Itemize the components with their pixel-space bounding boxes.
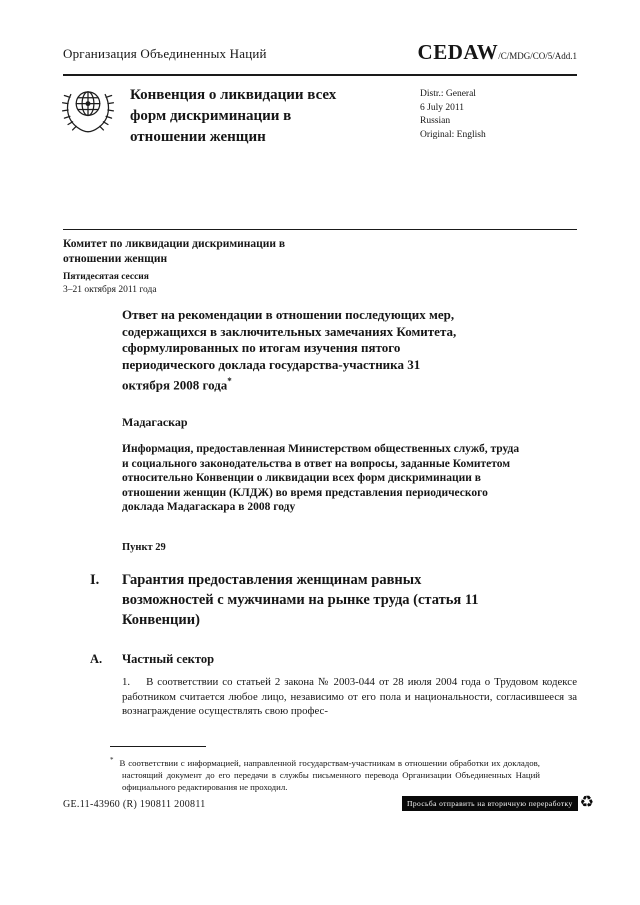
session-dates: 3–21 октября 2011 года xyxy=(63,285,157,295)
distr-line: Distr.: General xyxy=(420,89,476,99)
section-number: I. xyxy=(90,572,100,588)
footnote-mark: * xyxy=(110,756,114,764)
country-name: Мадагаскар xyxy=(122,415,188,429)
subsection-title: Частный сектор xyxy=(122,652,215,666)
footnote xyxy=(110,754,540,794)
distribution-block xyxy=(420,88,486,142)
session-title: Пятидесятая сессия xyxy=(63,272,149,282)
recycle-text: Просьба отправить на вторичную переработку xyxy=(402,796,578,811)
document-symbol-suffix: /C/MDG/CO/5/Add.1 xyxy=(498,51,577,61)
recycle-icon: ♻ xyxy=(579,794,594,811)
document-symbol xyxy=(418,40,577,65)
convention-title: Конвенция о ликвидации всех форм дискриминации в отношении женщин xyxy=(130,87,337,145)
language-line: Russian xyxy=(420,116,451,126)
paragraph-1 xyxy=(122,675,577,719)
footnote-separator xyxy=(110,746,206,747)
paragraph-number: 1. xyxy=(122,676,131,688)
section-heading xyxy=(90,570,514,630)
document-title xyxy=(122,307,470,394)
committee-name: Комитет по ликвидации дискриминации в отношении женщин xyxy=(63,238,286,265)
section-title: Гарантия предоставления женщинам равных возможностей с мужчинами на рынке труда (статья 11 Конвенции) xyxy=(122,572,479,628)
item-label: Пункт 29 xyxy=(122,542,166,553)
footnote-text: В соответствии с информацией, направленной государствам-участникам в отношении обработки их докладов, настоящий документ до его передачи в службы письменного перевода Организации Объединенных Наций официального редактирования не проходил. xyxy=(119,757,540,793)
committee-block xyxy=(63,237,313,297)
masthead-rule xyxy=(63,229,577,230)
footnote-reference-mark: * xyxy=(227,376,232,386)
document-title-text: Ответ на рекомендации в отношении последующих мер, содержащихся в заключительных замечаниях Комитета, сформулированных по итогам изучения пятого периодического доклада государства-участника 31 октября 2008 года xyxy=(122,307,457,393)
paragraph-text: В соответствии со статьей 2 закона № 2003-044 от 28 июля 2004 года о Трудовом кодексе работником считается любое лицо, независимо от его пола и национальности, согласившееся за вознаграждение осуществлять свою профес- xyxy=(122,676,577,718)
subsection-letter: A. xyxy=(90,652,103,666)
recycle-notice xyxy=(402,795,594,811)
un-emblem-icon xyxy=(59,82,117,138)
date-line: 6 July 2011 xyxy=(420,102,464,113)
document-symbol-main: CEDAW xyxy=(417,40,499,64)
information-paragraph: Информация, предоставленная Министерством общественных служб, труда и социального законодательства в ответ на вопросы, заданные Комитетом относительно Конвенции о ликвидации всех форм дискриминации в отношении женщин (КЛДЖ) во время представления периодического доклада Мадагаскара в 2008 году xyxy=(122,443,520,514)
original-language-line: Original: English xyxy=(420,129,486,140)
document-reference: GE.11-43960 (R) 190811 200811 xyxy=(63,799,206,810)
org-name: Организация Объединенных Наций xyxy=(63,46,267,61)
subsection-heading xyxy=(90,651,514,667)
header-rule xyxy=(63,74,577,76)
